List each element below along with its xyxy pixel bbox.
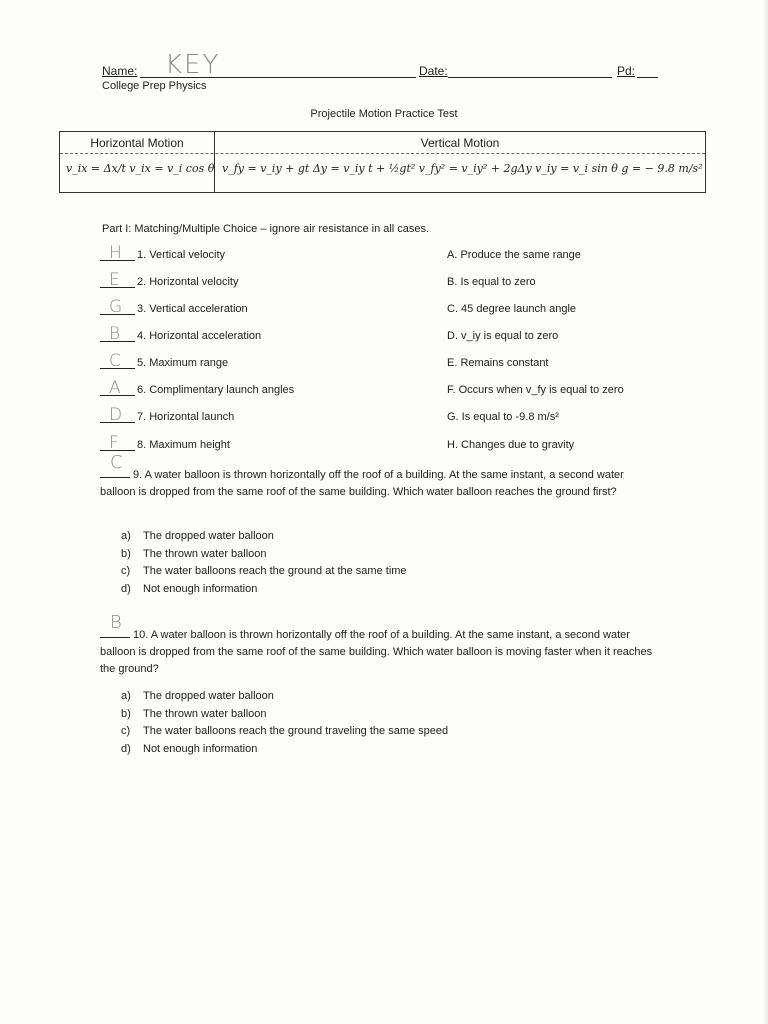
matching-choice: B. Is equal to zero — [447, 276, 536, 288]
matching-row — [0, 351, 768, 377]
handwritten-answer: B — [110, 612, 122, 633]
question-text: 9. A water balloon is thrown horizontally off the roof of a building. At the same instant, a second water balloon is dropped from the same roof of the same building. Which water balloon reaches the ground first? — [100, 469, 624, 498]
matching-choice: F. Occurs when v_fy is equal to zero — [447, 384, 624, 396]
matching-term: 4. Horizontal acceleration — [137, 330, 262, 342]
matching-choice: H. Changes due to gravity — [447, 439, 575, 451]
page-edge-shadow — [762, 0, 768, 1024]
option: c) The water balloons reach the ground traveling the same speed — [121, 725, 449, 737]
question-text: 10. A water balloon is thrown horizontally off the roof of a building. At the same instant, a second water balloon is dropped from the same roof of the same building. Which water balloon is moving faster when it reaches the ground? — [100, 629, 653, 675]
matching-choice: E. Remains constant — [447, 357, 549, 369]
name-label: Name: — [102, 64, 138, 78]
name-handwritten-key: KEY — [165, 50, 221, 80]
option: d) Not enough information — [121, 582, 258, 595]
matching-row — [0, 324, 768, 350]
vertical-motion-header: Vertical Motion — [420, 136, 500, 150]
horizontal-equations: v_ix = Δx/t v_ix = v_i cos θ — [66, 162, 215, 175]
matching-row — [0, 270, 768, 296]
option: c) The water balloons reach the ground at the same time — [121, 565, 407, 577]
matching-term: 1. Vertical velocity — [137, 249, 226, 261]
matching-term: 3. Vertical acceleration — [137, 303, 248, 315]
handwritten-answer: A — [109, 378, 121, 398]
matching-choice: C. 45 degree launch angle — [447, 303, 577, 315]
matching-term: 2. Horizontal velocity — [137, 276, 239, 288]
handwritten-answer: E — [109, 270, 120, 290]
matching-term: 7. Horizontal launch — [137, 411, 235, 423]
matching-choice: A. Produce the same range — [447, 249, 581, 261]
handwritten-answer: D — [109, 405, 123, 425]
handwritten-answer: H — [109, 243, 122, 263]
equation-table — [59, 131, 706, 193]
course-name: College Prep Physics — [102, 80, 207, 92]
matching-row — [0, 378, 768, 404]
vertical-equations: v_fy = v_iy + gt Δy = v_iy t + ½gt² v_fy² = v_iy² + 2gΔy v_iy = v_i sin θ g = − 9.8 m/s² — [222, 162, 703, 175]
matching-row — [0, 405, 768, 431]
horizontal-motion-header: Horizontal Motion — [90, 136, 184, 150]
option: a) The dropped water balloon — [121, 530, 274, 542]
question-10-options — [121, 688, 448, 758]
handwritten-answer: F — [109, 433, 119, 453]
matching-choice: D. v_iy is equal to zero — [447, 330, 559, 342]
matching-term: 8. Maximum height — [137, 439, 230, 451]
date-label: Date: — [419, 64, 448, 78]
part1-heading: Part I: Matching/Multiple Choice – ignore air resistance in all cases. — [102, 223, 430, 235]
answer-blank[interactable] — [100, 612, 130, 638]
answer-blank[interactable] — [100, 452, 130, 478]
handwritten-answer: G — [109, 297, 123, 317]
page-title: Projectile Motion Practice Test — [310, 108, 458, 120]
handwritten-answer: C — [109, 351, 121, 371]
handwritten-answer: B — [109, 324, 121, 344]
matching-term: 6. Complimentary launch angles — [137, 384, 295, 396]
period-label: Pd: — [617, 64, 636, 78]
option: b) The thrown water balloon — [121, 707, 267, 720]
question-9-options — [121, 528, 407, 598]
option: b) The thrown water balloon — [121, 547, 267, 560]
period-line — [637, 77, 658, 78]
option: d) Not enough information — [121, 742, 258, 755]
matching-term: 5. Maximum range — [137, 357, 229, 369]
question-10 — [100, 612, 660, 678]
option: a) The dropped water balloon — [121, 690, 274, 702]
question-9 — [100, 452, 660, 501]
date-line — [448, 77, 612, 78]
matching-row — [0, 297, 768, 323]
matching-choice: G. Is equal to -9.8 m/s² — [447, 411, 559, 423]
matching-row — [0, 243, 768, 269]
handwritten-answer: C — [110, 452, 123, 473]
